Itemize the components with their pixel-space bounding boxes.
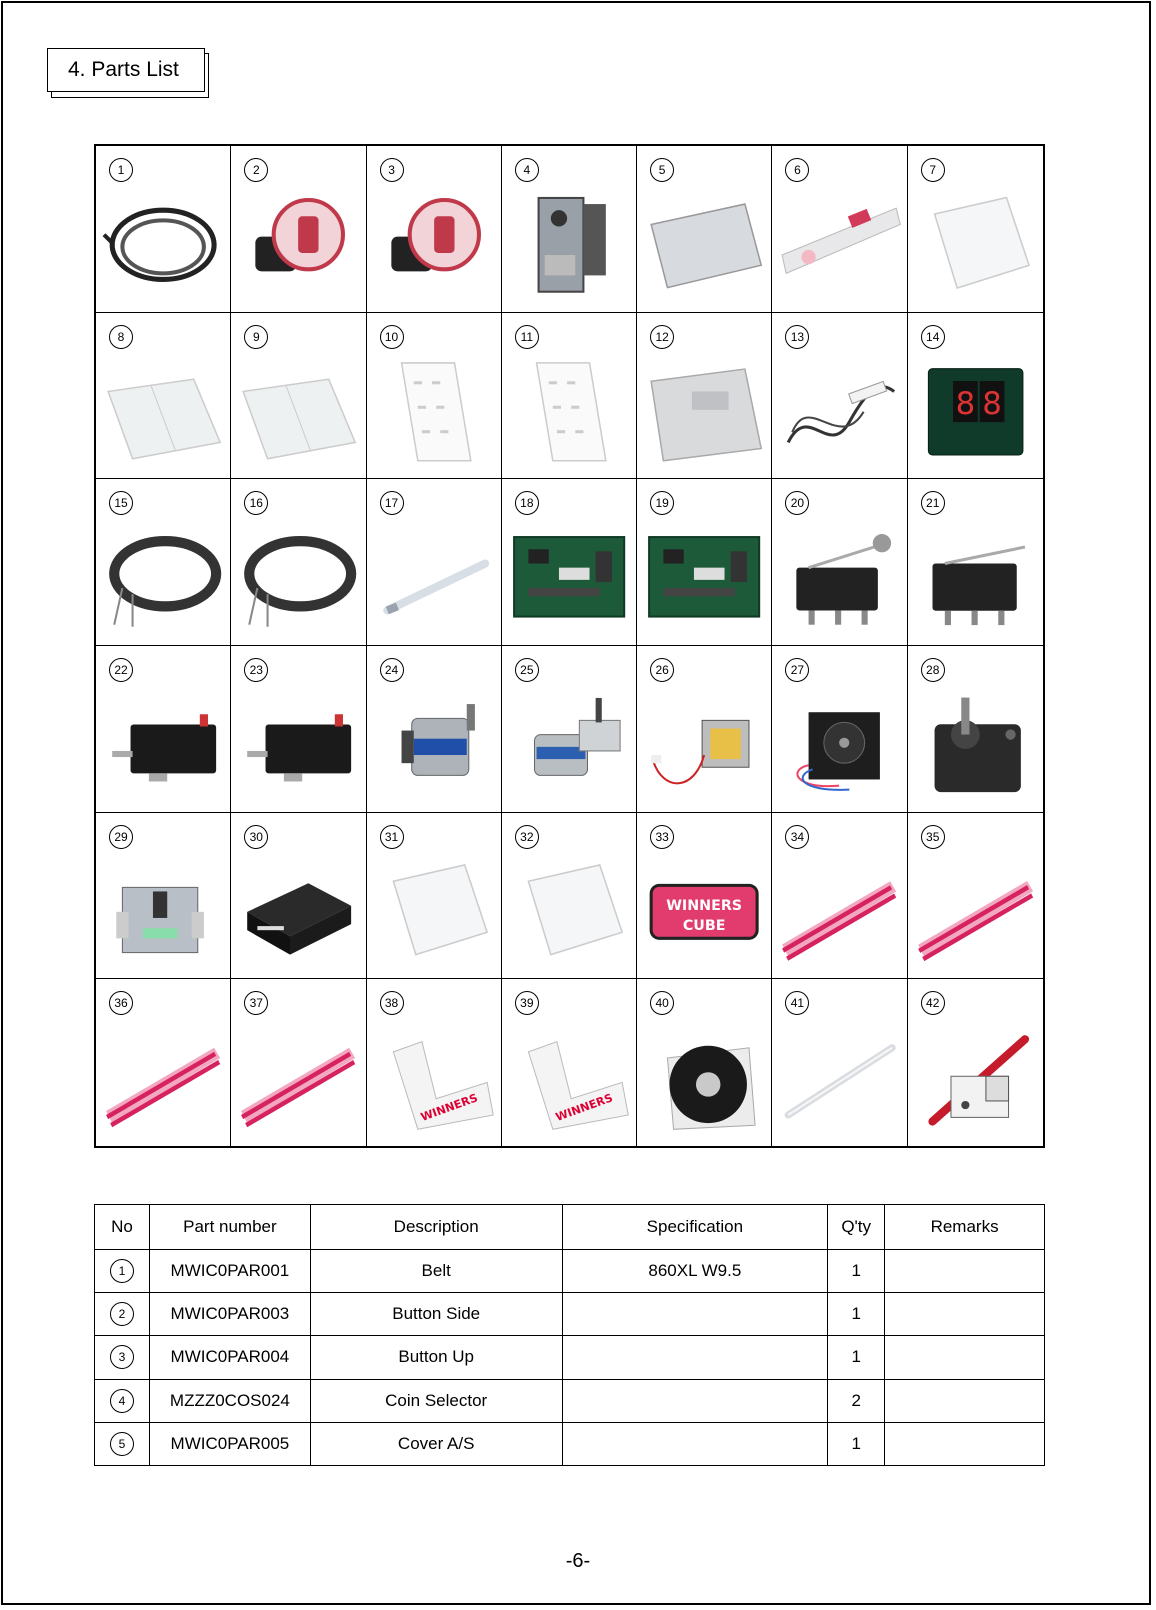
part-number-badge: 37 [244, 991, 268, 1015]
part-cell-35 [908, 813, 1043, 980]
section-title-box [47, 48, 209, 98]
remarks-cell [885, 1293, 1045, 1336]
part-cell-4 [502, 146, 637, 313]
microswitch-icon [237, 688, 359, 802]
row-no-cell [95, 1379, 150, 1422]
part-cell-20 [772, 479, 907, 646]
part-number-badge: 29 [109, 825, 133, 849]
circuit-breaker-icon [102, 855, 224, 969]
part-cell-42 [908, 979, 1043, 1146]
cover-plate-icon [643, 188, 765, 302]
remarks-cell [885, 1250, 1045, 1293]
clear-panel-icon [373, 855, 495, 969]
svg-text:8: 8 [981, 385, 1002, 422]
rod-icon [373, 521, 495, 635]
header-part-number: Part number [149, 1205, 310, 1250]
part-number-badge: 12 [650, 325, 674, 349]
part-cell-15 [96, 479, 231, 646]
part-cell-22 [96, 646, 231, 813]
wire-loop-icon [102, 521, 224, 635]
row-no-cell [95, 1422, 150, 1465]
stepper-motor-icon [778, 688, 900, 802]
table-row [95, 1250, 1045, 1293]
part-cell-31 [367, 813, 502, 980]
gear-motor-icon [508, 688, 630, 802]
header-description: Description [310, 1205, 562, 1250]
table-row [95, 1422, 1045, 1465]
lever-microswitch-icon [914, 521, 1037, 635]
parts-table [94, 1204, 1045, 1466]
prize-card-icon [508, 355, 630, 469]
header-specification: Specification [562, 1205, 828, 1250]
part-number-badge: 13 [785, 325, 809, 349]
dc-motor-icon [373, 688, 495, 802]
part-number-badge: 15 [109, 491, 133, 515]
part-number-badge: 20 [785, 491, 809, 515]
part-cell-6 [772, 146, 907, 313]
description-cell: Belt [310, 1250, 562, 1293]
part-number-badge: 25 [515, 658, 539, 682]
qty-cell: 2 [828, 1379, 885, 1422]
wire-harness-icon [778, 355, 900, 469]
part-cell-18 [502, 479, 637, 646]
gearbox-icon [914, 688, 1037, 802]
part-number-badge: 22 [109, 658, 133, 682]
part-number-badge: 23 [244, 658, 268, 682]
svg-text:8: 8 [955, 385, 975, 422]
specification-cell: 860XL W9.5 [562, 1250, 828, 1293]
header-remarks: Remarks [885, 1205, 1045, 1250]
row-number-badge: 1 [110, 1259, 134, 1283]
part-cell-19 [637, 479, 772, 646]
table-row [95, 1293, 1045, 1336]
clear-sheet-icon [102, 355, 224, 469]
pink-strip-icon [914, 855, 1037, 969]
part-cell-30 [231, 813, 366, 980]
clear-panel-icon [508, 855, 630, 969]
part-number-badge: 6 [785, 158, 809, 182]
specification-cell [562, 1336, 828, 1379]
specification-cell [562, 1293, 828, 1336]
part-cell-34 [772, 813, 907, 980]
part-number-badge: 42 [921, 991, 945, 1015]
row-no-cell [95, 1293, 150, 1336]
button-side-icon [237, 188, 359, 302]
part-cell-26 [637, 646, 772, 813]
led-display-board-icon [914, 355, 1037, 469]
part-number-badge: 24 [380, 658, 404, 682]
part-cell-24 [367, 646, 502, 813]
prize-card-icon [373, 355, 495, 469]
part-cell-7 [908, 146, 1043, 313]
part-number-cell: MWIC0PAR003 [149, 1293, 310, 1336]
part-number-badge: 3 [380, 158, 404, 182]
part-number-badge: 41 [785, 991, 809, 1015]
part-number-badge: 16 [244, 491, 268, 515]
part-number-badge: 19 [650, 491, 674, 515]
row-number-badge: 4 [110, 1389, 134, 1413]
l-decal-icon [508, 1021, 630, 1136]
svg-text:WINNERS: WINNERS [666, 897, 743, 914]
part-cell-36 [96, 979, 231, 1146]
coin-selector-icon [508, 188, 630, 302]
part-number-badge: 1 [109, 158, 133, 182]
pink-strip-icon [102, 1021, 224, 1136]
section-title: 4. Parts List [47, 48, 205, 92]
part-cell-13 [772, 313, 907, 480]
parts-image-grid [94, 144, 1045, 1148]
wire-loop-icon [237, 521, 359, 635]
pink-strip-icon [778, 855, 900, 969]
part-number-badge: 10 [380, 325, 404, 349]
part-number-badge: 26 [650, 658, 674, 682]
printed-sheet-icon [643, 355, 765, 469]
part-cell-37 [231, 979, 366, 1146]
part-number-badge: 17 [380, 491, 404, 515]
part-number-badge: 32 [515, 825, 539, 849]
part-cell-32 [502, 813, 637, 980]
part-cell-23 [231, 646, 366, 813]
part-number-badge: 21 [921, 491, 945, 515]
pink-strip-icon [237, 1021, 359, 1136]
part-cell-16 [231, 479, 366, 646]
clear-sheet-icon [237, 355, 359, 469]
table-row [95, 1379, 1045, 1422]
row-number-badge: 3 [110, 1345, 134, 1369]
qty-cell: 1 [828, 1336, 885, 1379]
table-header-row [95, 1205, 1045, 1250]
part-cell-17 [367, 479, 502, 646]
clear-panel-icon [914, 188, 1037, 302]
pcb-icon [508, 521, 630, 635]
row-no-cell [95, 1250, 150, 1293]
part-cell-12 [637, 313, 772, 480]
qty-cell: 1 [828, 1422, 885, 1465]
part-cell-11 [502, 313, 637, 480]
part-number-badge: 39 [515, 991, 539, 1015]
part-number-badge: 8 [109, 325, 133, 349]
header-no: No [95, 1205, 150, 1250]
part-number-cell: MWIC0PAR004 [149, 1336, 310, 1379]
specification-cell [562, 1422, 828, 1465]
part-number-cell: MZZZ0COS024 [149, 1379, 310, 1422]
pcb-icon [643, 521, 765, 635]
part-number-badge: 35 [921, 825, 945, 849]
part-number-badge: 4 [515, 158, 539, 182]
remarks-cell [885, 1422, 1045, 1465]
row-no-cell [95, 1336, 150, 1379]
description-cell: Cover A/S [310, 1422, 562, 1465]
remarks-cell [885, 1336, 1045, 1379]
part-cell-10 [367, 313, 502, 480]
power-supply-icon [237, 855, 359, 969]
part-cell-39 [502, 979, 637, 1146]
part-number-badge: 9 [244, 325, 268, 349]
roller-microswitch-icon [778, 521, 900, 635]
belt-icon [102, 188, 224, 302]
part-number-cell: MWIC0PAR001 [149, 1250, 310, 1293]
description-cell: Button Up [310, 1336, 562, 1379]
part-cell-14 [908, 313, 1043, 480]
part-number-badge: 5 [650, 158, 674, 182]
part-number-badge: 7 [921, 158, 945, 182]
part-number-badge: 2 [244, 158, 268, 182]
part-cell-8 [96, 313, 231, 480]
part-cell-25 [502, 646, 637, 813]
part-number-badge: 28 [921, 658, 945, 682]
microswitch-icon [102, 688, 224, 802]
description-cell: Coin Selector [310, 1379, 562, 1422]
page-number: -6- [565, 1550, 591, 1572]
part-number-badge: 31 [380, 825, 404, 849]
part-cell-38 [367, 979, 502, 1146]
part-cell-41 [772, 979, 907, 1146]
part-cell-21 [908, 479, 1043, 646]
svg-text:WINNERS: WINNERS [418, 1091, 480, 1125]
row-number-badge: 5 [110, 1432, 134, 1456]
part-cell-28 [908, 646, 1043, 813]
description-cell: Button Side [310, 1293, 562, 1336]
remarks-cell [885, 1379, 1045, 1422]
qty-cell: 1 [828, 1293, 885, 1336]
l-decal-icon [373, 1021, 495, 1136]
table-row [95, 1336, 1045, 1379]
actuator-assembly-icon [914, 1021, 1037, 1136]
decal-strip-icon [778, 188, 900, 302]
part-number-cell: MWIC0PAR005 [149, 1422, 310, 1465]
part-number-badge: 38 [380, 991, 404, 1015]
svg-text:CUBE: CUBE [682, 917, 726, 934]
part-cell-1 [96, 146, 231, 313]
part-cell-2 [231, 146, 366, 313]
part-cell-40 [637, 979, 772, 1146]
part-cell-9 [231, 313, 366, 480]
part-cell-33 [637, 813, 772, 980]
part-number-badge: 36 [109, 991, 133, 1015]
part-number-badge: 18 [515, 491, 539, 515]
part-number-badge: 11 [515, 325, 539, 349]
part-cell-29 [96, 813, 231, 980]
part-number-badge: 40 [650, 991, 674, 1015]
row-number-badge: 2 [110, 1302, 134, 1326]
button-up-icon [373, 188, 495, 302]
part-number-badge: 14 [921, 325, 945, 349]
part-number-badge: 30 [244, 825, 268, 849]
solenoid-icon [643, 688, 765, 802]
logo-sign-icon [643, 855, 765, 969]
tube-icon [778, 1021, 900, 1136]
part-number-badge: 34 [785, 825, 809, 849]
qty-cell: 1 [828, 1250, 885, 1293]
specification-cell [562, 1379, 828, 1422]
part-cell-27 [772, 646, 907, 813]
speaker-icon [643, 1021, 765, 1136]
part-number-badge: 33 [650, 825, 674, 849]
part-cell-3 [367, 146, 502, 313]
svg-text:WINNERS: WINNERS [553, 1091, 615, 1125]
header-qty: Q'ty [828, 1205, 885, 1250]
part-cell-5 [637, 146, 772, 313]
part-number-badge: 27 [785, 658, 809, 682]
